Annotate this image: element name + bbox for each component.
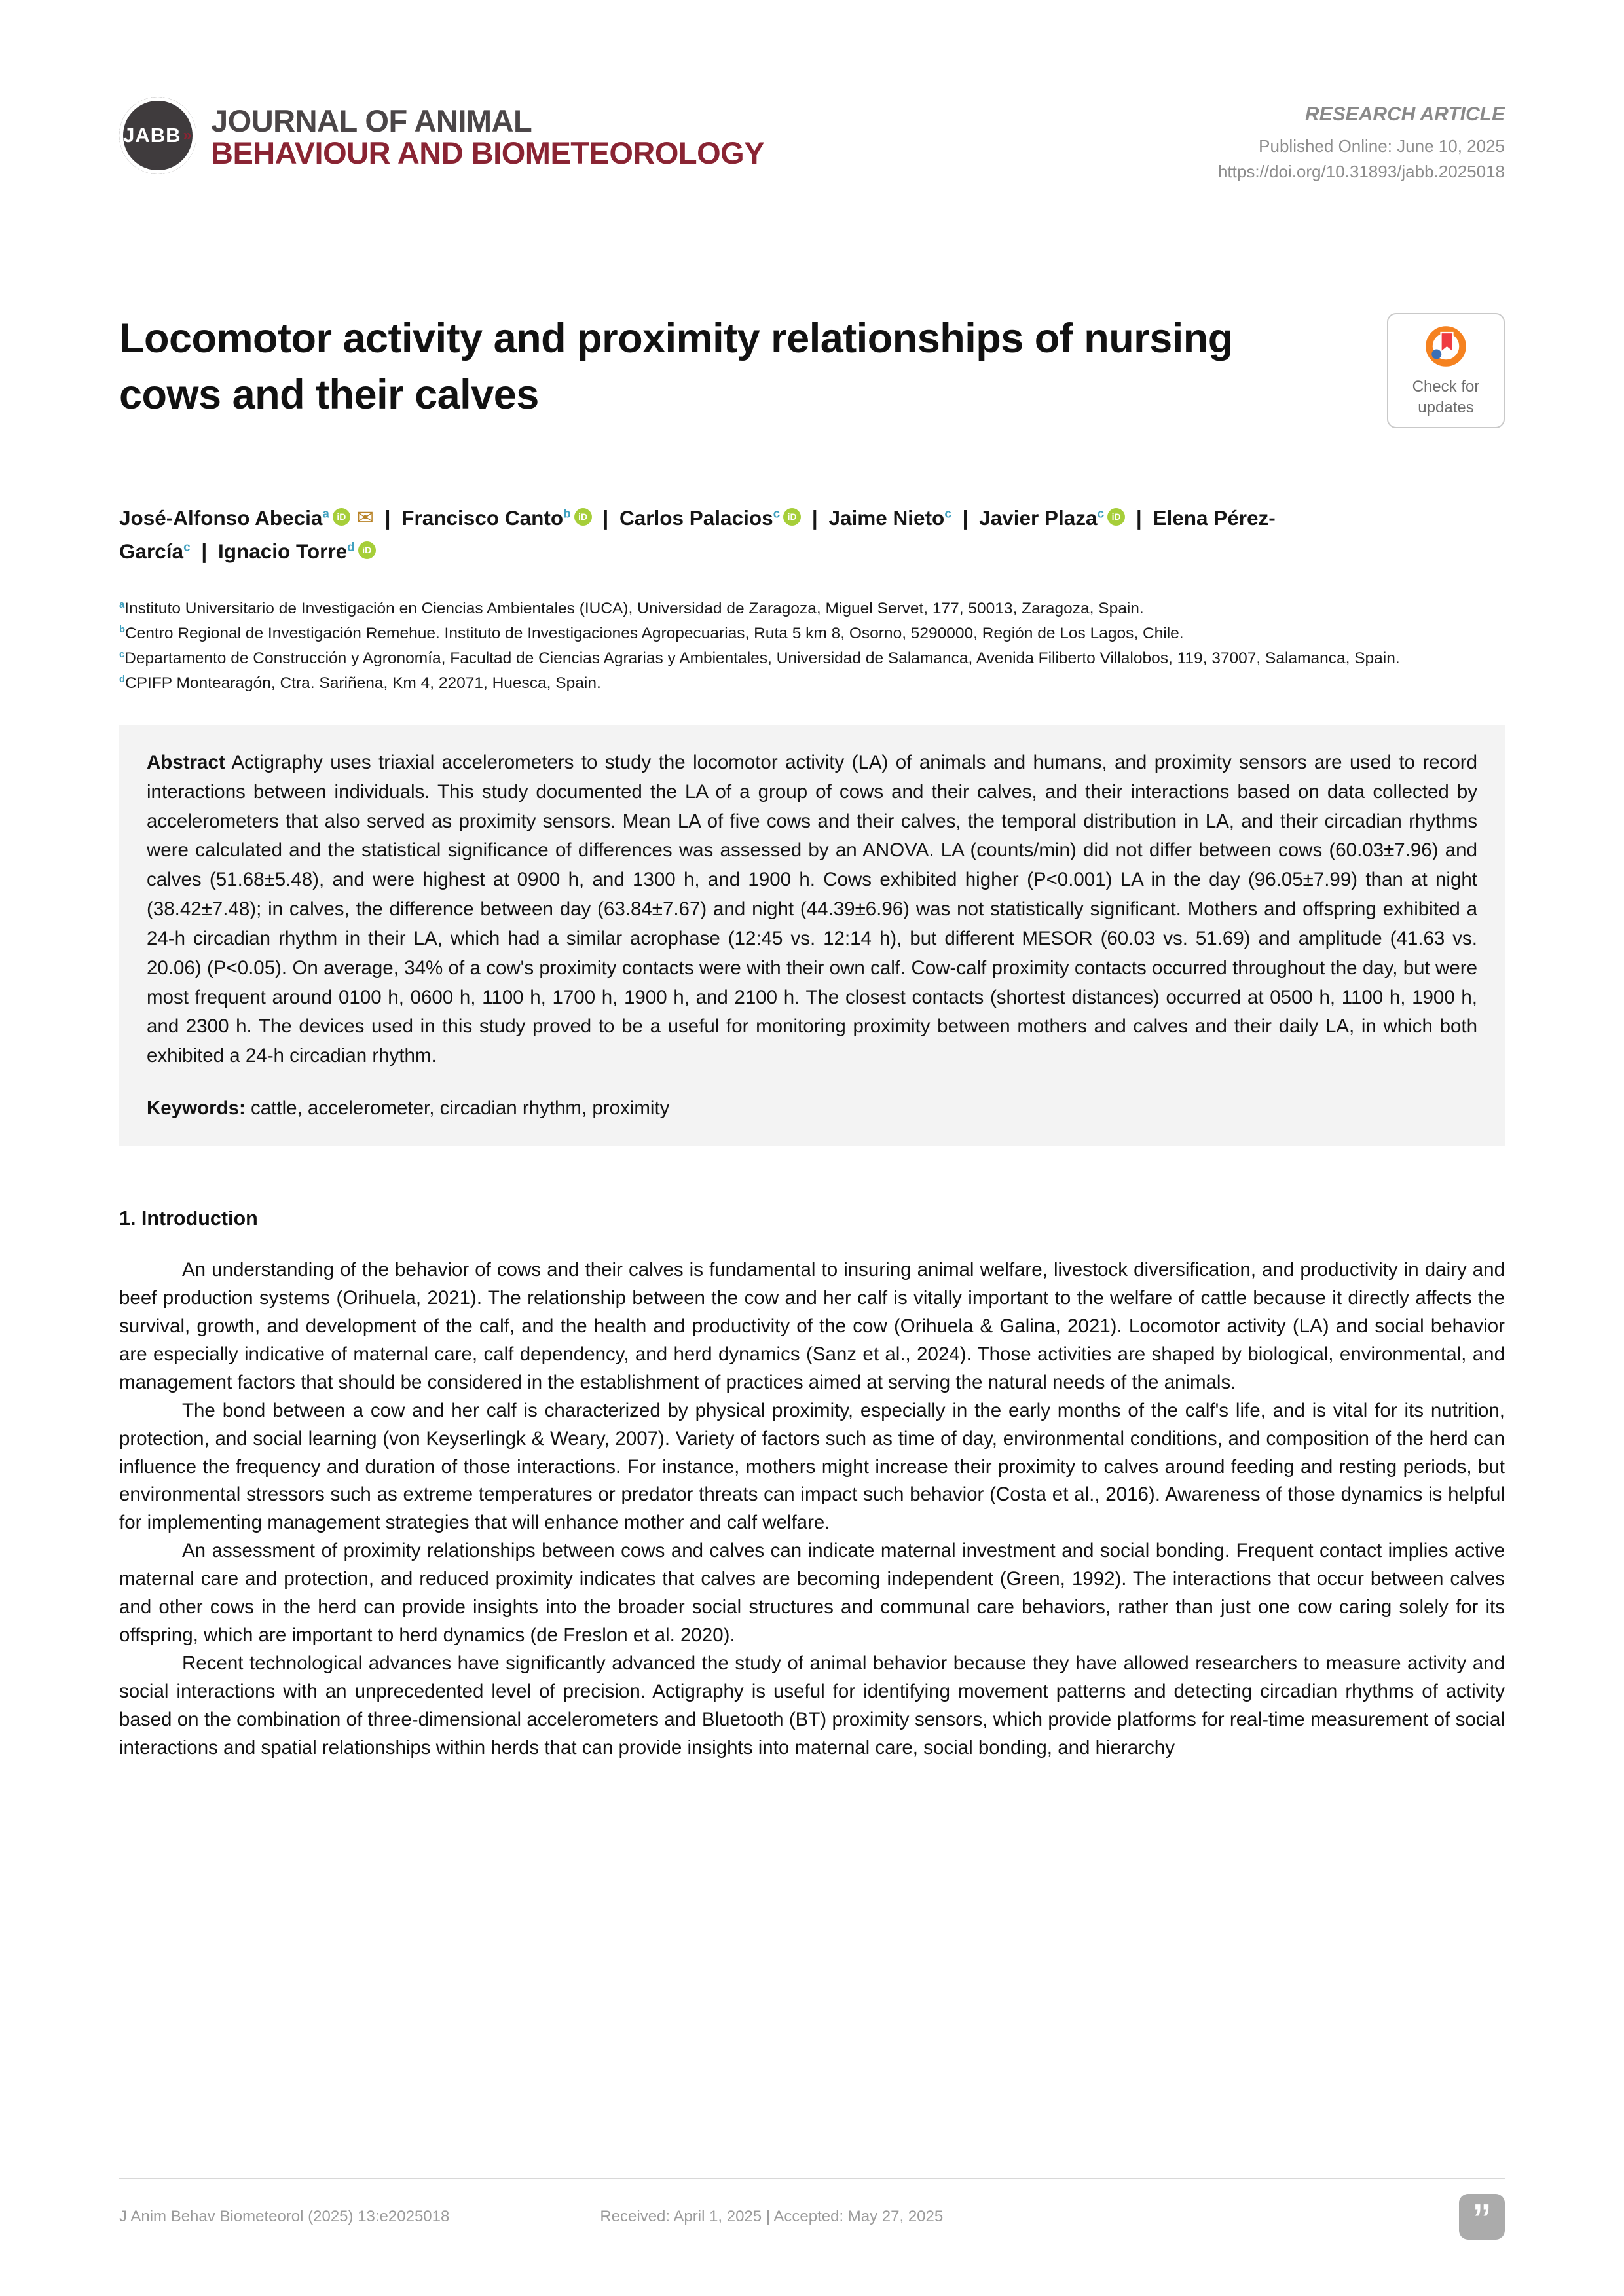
affiliation-line: $^a$Instituto Universitario de Investigación en Ciencias Ambientales (IUCA), Universidad de Zaragoza, Miguel Servet, 177, 50013, Zaragoza, Spain. [119,599,1144,618]
author-affiliation-sup: d [347,540,355,555]
paragraph: The bond between a cow and her calf is characterized by physical proximity, especially in the early months of the calf's life, and is vital for its nutrition, protection, and social learning (von Keyserlingk & Weary, 2007). Variety of factors such as time of day, environmental conditions, and composition of the herd can influence the frequency and duration of those interactions. For instance, mothers might increase their proximity to calves around feeding and resting periods, but environmental stressors such as extreme temperatures or predator threats can impact such behavior (Costa et al., 2016). Awareness of those dynamics is helpful for implementing management strategies that will enhance mother and calf welfare. [119,1399,1505,1534]
author-separator: | [1135,506,1142,530]
affiliation-sup: c [119,649,125,660]
title-row [119,310,1505,428]
author-affiliation-sup: b [563,507,571,521]
affiliation-line: $^b$Centro Regional de Investigación Remehue. Instituto de Investigaciones Agropecuarias, Ruta 5 km 8, Osorno, 5290000, Región de Los Lagos, Chile. [119,624,1184,643]
journal-mark-icon: ” [1459,2194,1505,2240]
author-affiliation-sup: c [183,540,191,555]
author-affiliation-sup: a [322,507,329,521]
article-type-label: RESEARCH ARTICLE [1304,103,1505,125]
author-separator: | [811,506,818,530]
crossmark-icon [1424,325,1467,368]
orcid-icon[interactable]: iD [783,508,801,526]
journal-logo-icon [119,97,196,174]
abstract-label: Abstract [147,752,225,773]
published-date: Published Online: June 10, 2025 [1259,136,1505,156]
journal-name-line1: JOURNAL OF ANIMAL [211,103,532,139]
author-separator: | [962,506,969,530]
abstract [147,748,1477,1071]
doi-link[interactable]: https://doi.org/10.31893/jabb.2025018 [1217,162,1505,181]
author-name: Elena Pérez-García$^c$ [119,506,1276,563]
page-footer [119,2178,1505,2240]
journal-name-line2: BEHAVIOUR AND BIOMETEOROLOGY [211,136,765,170]
paragraph: An assessment of proximity relationships between cows and calves can indicate maternal investment and social bonding. Frequent contact implies active maternal care and protection, and reduced proximity indicates that calves are becoming independent (Green, 1992). The interactions that occur between calves and other cows in the herd can provide insights into the broader social structures and communal care behaviors, rather than just one cow caring solely for its offspring, which are important to herd dynamics (de Freslon et al. 2020). [119,1540,1505,1647]
journal-brand [119,97,764,174]
introduction-paragraphs [119,1256,1505,1762]
abstract-body: Actigraphy uses triaxial accelerometers to study the locomotor activity (LA) of animals and humans, and proximity sensors are used to record interactions between individuals. This study documented the LA of a group of cows and their calves, and their interactions based on data collected by accelerometers that also served as proximity sensors. Mean LA of five cows and their calves, the temporal distribution in LA, and their circadian rhythms were calculated and the statistical significance of differences was assessed by an ANOVA. LA (counts/min) did not differ between cows (60.03±7.96) and calves (51.68±5.48), and were highest at 0900 h, and 1300 h, and 1900 h. Cows exhibited higher (P<0.001) LA in the day (96.05±7.99) than at night (38.42±7.48); in calves, the difference between day (63.84±7.67) and night (44.39±6.96) was not statistically significant. Mothers and offspring exhibited a 24-h circadian rhythm in their LA, which had a similar acrophase (12:45 vs. 12:14 h), but different MESOR (60.03 vs. 51.69) and amplitude (41.63 vs. 20.06) (P<0.05). On average, 34% of a cow's proximity contacts were with their own calf. Cow-calf proximity contacts occurred throughout the day, but were most frequent around 0100 h, 0600 h, 1100 h, 1700 h, 1900 h, and 2100 h. The closest contacts (shortest distances) occurred at 0500 h, 1100 h, 1900 h, and 2300 h. The devices used in this study proved to be a useful for monitoring proximity between mothers and calves and their daily LA, in which both exhibited a 24-h circadian rhythm. [147,752,1477,1067]
header-meta [1218,97,1505,185]
affiliation-line: $^d$CPIFP Montearagón, Ctra. Sariñena, Km 4, 22071, Huesca, Spain. [119,674,601,693]
author-name: Carlos Palacios$^c$ iD [619,506,801,530]
author-name: Ignacio Torre$^d$ iD [218,539,376,563]
journal-header [119,0,1505,185]
journal-logo-text: JABB [123,124,181,147]
section-heading-introduction: 1. Introduction [119,1207,258,1230]
logo-arrow-icon: » [183,126,193,144]
author-name: Javier Plaza$^c$ iD [979,506,1125,530]
paragraph: Recent technological advances have significantly advanced the study of animal behavior because they have allowed researchers to measure activity and social interactions with an unprecedented level of precision. Actigraphy is useful for identifying movement patterns and detecting circadian rhythms of activity based on the combination of three-dimensional accelerometers and Bluetooth (BT) proximity sensors, which provide platforms for real-time measurement of social interactions and spatial relationships within herds that can provide insights into maternal care, social bonding, and hierarchy [119,1652,1505,1758]
orcid-icon[interactable]: iD [1107,508,1125,526]
journal-name [211,101,764,170]
badge-text-line2: updates [1418,398,1474,416]
check-for-updates-badge[interactable] [1387,313,1505,428]
author-separator: | [384,506,391,530]
author-name: José-Alfonso Abecia$^a$ iD ✉ [119,506,374,530]
keywords-text: cattle, accelerometer, circadian rhythm, proximity [245,1097,670,1120]
paragraph: An understanding of the behavior of cows and their calves is fundamental to insuring animal welfare, livestock diversification, and productivity in dairy and beef production systems (Orihuela, 2021). The relationship between the cow and her calf is vitally important to the welfare of cattle because it directly affects the survival, growth, and development of the calf, and the health and productivity of the cow (Orihuela & Galina, 2021). Locomotor activity (LA) and social behavior are especially indicative of maternal care, calf dependency, and herd dynamics (Sanz et al., 2024). Those activities are shaped by biological, environmental, and management factors that should be considered in the establishment of practices aimed at serving the natural needs of the animals. [119,1259,1505,1393]
affiliation-sup: a [119,599,125,610]
affiliation-sup: b [119,624,125,635]
article-title: Locomotor activity and proximity relationships of nursing cows and their calves [119,316,1233,418]
author-name: Jaime Nieto$^c$ [828,506,951,530]
author-affiliation-sup: c [1097,507,1105,521]
abstract-box [119,725,1505,1146]
author-separator: | [201,539,208,563]
footer-dates: Received: April 1, 2025 | Accepted: May 27, 2025 [600,2208,944,2225]
orcid-icon[interactable]: iD [574,508,592,526]
author-affiliation-sup: c [773,507,781,521]
keywords-label: Keywords: [147,1097,246,1120]
author-name: Francisco Canto$^b$ iD [401,506,591,530]
badge-text [1395,376,1497,418]
affiliation-line: $^c$Departamento de Construcción y Agronomía, Facultad de Ciencias Agrarias y Ambientales, Universidad de Salamanca, Avenida Filiberto Villalobos, 119, 37007, Salamanca, Spain. [119,649,1400,668]
orcid-icon[interactable]: iD [358,541,376,559]
orcid-icon[interactable]: iD [333,508,350,526]
author-list [119,501,1324,568]
footer-citation: J Anim Behav Biometeorol (2025) 13:e2025018 [119,2208,450,2225]
email-icon[interactable]: ✉ [356,506,374,530]
affiliation-list [119,596,1505,696]
affiliation-sup: d [119,674,125,685]
author-separator: | [602,506,609,530]
author-affiliation-sup: c [944,507,951,521]
badge-text-line1: Check for [1412,378,1480,395]
keywords [147,1097,1477,1120]
